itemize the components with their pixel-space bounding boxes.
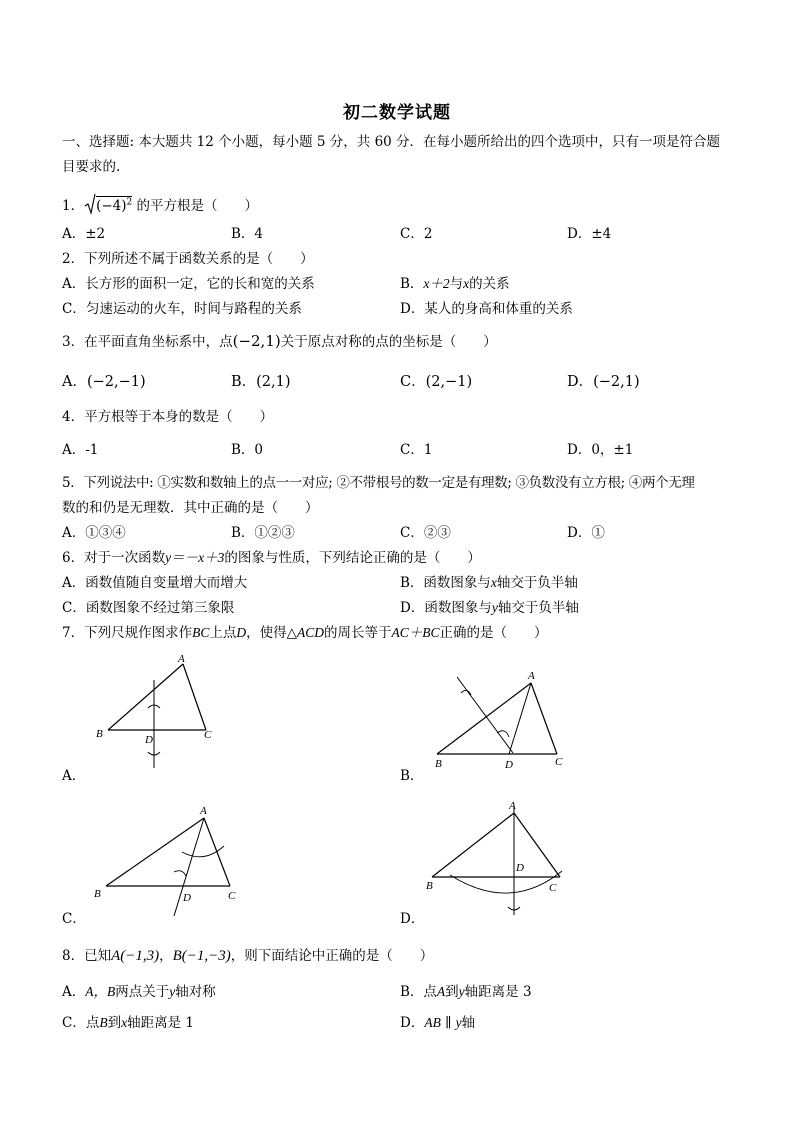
q8-point-b: B(−1,−3) bbox=[172, 948, 231, 964]
q6-b-post: 轴交于负半轴 bbox=[496, 575, 578, 591]
q3-option-b[interactable]: B．(2,1) bbox=[231, 374, 291, 390]
question-1-exponent: 2 bbox=[126, 197, 133, 208]
q8-a-mid: 两点关于 bbox=[115, 984, 170, 1000]
q8-b-var2: y bbox=[458, 984, 465, 999]
q6-d-post: 轴交于负半轴 bbox=[497, 600, 579, 616]
question-1-radicand: (−4) bbox=[96, 198, 127, 214]
question-1-text: 的平方根是（ ） bbox=[132, 198, 259, 214]
q3-post: 关于原点对称的点的坐标是（ ） bbox=[280, 334, 497, 350]
q6-option-c[interactable]: C．函数图象不经过第三象限 bbox=[62, 600, 235, 616]
q7-mid2: ，使得△ bbox=[246, 625, 297, 641]
q4-option-b[interactable]: B．0 bbox=[231, 442, 264, 458]
q2-option-b-mid: 与 bbox=[449, 276, 464, 292]
q6-option-d[interactable] bbox=[400, 599, 579, 617]
q7-option-a-label[interactable]: A． bbox=[62, 768, 86, 784]
q2-option-b-prefix: B． bbox=[400, 276, 424, 292]
q8-option-a[interactable] bbox=[62, 983, 216, 1001]
q7-option-b-label[interactable]: B． bbox=[400, 768, 424, 784]
fig-a-label-d: D bbox=[145, 734, 153, 746]
question-3-stem bbox=[62, 332, 497, 351]
q7-option-c-label[interactable]: C． bbox=[62, 911, 86, 927]
q6-d-var: y bbox=[491, 600, 498, 615]
q6-pre: 6．对于一次函数 bbox=[62, 550, 166, 566]
q7-figure-b[interactable] bbox=[425, 665, 585, 775]
fig-b-label-d: D bbox=[505, 759, 513, 771]
q4-option-c[interactable]: C．1 bbox=[400, 442, 433, 458]
question-5-line2: 数的和仍是无理数．其中正确的是（ ） bbox=[62, 500, 319, 516]
q7-figure-a[interactable] bbox=[90, 650, 230, 770]
fig-b-label-c: C bbox=[555, 756, 563, 768]
q2-option-b-post: 的关系 bbox=[469, 276, 510, 292]
q4-option-a[interactable]: A．-1 bbox=[62, 442, 99, 458]
q8-c-pre: C．点 bbox=[62, 1015, 100, 1031]
q8-pre: 8．已知 bbox=[62, 948, 112, 964]
fig-c-label-a: A bbox=[200, 805, 207, 817]
q5-option-a[interactable]: A．①③④ bbox=[62, 525, 126, 541]
q3-pre: 3．在平面直角坐标系中，点 bbox=[62, 334, 233, 350]
q1-option-b[interactable]: B．4 bbox=[231, 226, 264, 242]
fig-c-label-d: D bbox=[183, 892, 191, 904]
q6-b-var: x bbox=[490, 575, 497, 590]
q2-option-d[interactable]: D．某人的身高和体重的关系 bbox=[400, 301, 573, 317]
fig-c-label-c: C bbox=[228, 890, 236, 902]
page-title: 初二数学试题 bbox=[343, 103, 451, 123]
q6-function: y＝－x＋3 bbox=[165, 550, 225, 565]
q8-post: ，则下面结论中正确的是（ ） bbox=[230, 948, 434, 964]
q8-c-post: 轴距离是 1 bbox=[127, 1015, 194, 1031]
q8-d-post: 轴 bbox=[461, 1015, 476, 1031]
q8-b-pre: B．点 bbox=[400, 984, 437, 1000]
q7-d: D bbox=[236, 625, 247, 640]
q8-b-mid: 到 bbox=[445, 984, 459, 1000]
q7-pre: 7．下列尺规作图求作 bbox=[62, 625, 193, 641]
fig-d-label-c: C bbox=[549, 882, 557, 894]
q3-option-a[interactable]: A．(−2,−1) bbox=[62, 374, 146, 390]
q3-option-c[interactable]: C．(2,−1) bbox=[400, 374, 473, 390]
fig-d-label-a: A bbox=[509, 800, 516, 812]
q8-b-post: 轴距离是 3 bbox=[464, 984, 532, 1000]
q2-option-b[interactable] bbox=[400, 275, 510, 293]
q6-option-b[interactable] bbox=[400, 574, 578, 592]
q2-option-a[interactable]: A．长方形的面积一定，它的长和宽的关系 bbox=[62, 276, 315, 292]
section-intro-line2: 目要求的. bbox=[62, 159, 121, 175]
q7-sum: AC＋BC bbox=[391, 625, 440, 640]
q8-option-c[interactable] bbox=[62, 1014, 194, 1032]
q8-b-var1: A bbox=[436, 984, 446, 999]
q7-figure-d[interactable] bbox=[420, 795, 580, 920]
q5-option-c[interactable]: C．②③ bbox=[400, 525, 451, 541]
q8-d-var: y bbox=[455, 1015, 462, 1030]
q3-point: (−2,1) bbox=[232, 332, 281, 350]
fig-b-label-a: A bbox=[528, 670, 535, 682]
q8-a-post: 轴对称 bbox=[175, 984, 216, 1000]
q8-d-math: AB bbox=[424, 1015, 441, 1030]
question-2-stem: 2．下列所述不属于函数关系的是（ ） bbox=[62, 251, 314, 267]
fig-a-label-a: A bbox=[178, 653, 185, 665]
q6-post: 的图象与性质，下列结论正确的是（ ） bbox=[224, 550, 481, 566]
q6-option-a[interactable]: A．函数值随自变量增大而增大 bbox=[62, 575, 248, 591]
q8-sep: ， bbox=[159, 948, 173, 964]
q5-option-b[interactable]: B．①②③ bbox=[231, 525, 295, 541]
fig-d-label-b: B bbox=[426, 880, 433, 892]
q4-option-d[interactable]: D．0，±1 bbox=[567, 442, 634, 458]
question-6-stem bbox=[62, 549, 481, 567]
q2-option-b-expr: x＋2 bbox=[423, 276, 450, 291]
q7-figure-c[interactable] bbox=[90, 800, 250, 920]
q8-c-var1: B bbox=[99, 1015, 108, 1030]
q8-a-math: A，B bbox=[85, 984, 116, 999]
q1-option-a[interactable]: A．±2 bbox=[62, 226, 106, 242]
q7-mid3: 的周长等于 bbox=[324, 625, 392, 641]
question-4-stem: 4．平方根等于本身的数是（ ） bbox=[62, 409, 274, 425]
q8-d-mid: ∥ bbox=[440, 1015, 456, 1031]
section-intro-line1: 一、选择题: 本大题共 12 个小题，每小题 5 分，共 60 分．在每小题所给出的四个选项中，只有一项是符合题 bbox=[62, 134, 721, 150]
fig-c-label-b: B bbox=[94, 888, 101, 900]
question-5-line1: 5．下列说法中: ①实数和数轴上的点一一对应; ②不带根号的数一定是有理数; ③负数没有立方根; ④两个无理 bbox=[62, 475, 695, 491]
q1-option-c[interactable]: C．2 bbox=[400, 226, 433, 242]
q8-c-mid: 到 bbox=[107, 1015, 122, 1031]
q8-option-b[interactable] bbox=[400, 983, 532, 1001]
q7-bc: BC bbox=[192, 625, 210, 640]
question-1-stem bbox=[62, 193, 258, 220]
question-7-stem bbox=[62, 624, 548, 642]
q7-mid1: 上点 bbox=[209, 625, 237, 641]
q2-option-b-var: x bbox=[463, 276, 470, 291]
q1-option-d[interactable]: D．±4 bbox=[567, 226, 612, 242]
q6-d-pre: D．函数图象与 bbox=[400, 600, 492, 616]
fig-a-label-c: C bbox=[204, 729, 212, 741]
q8-point-a: A(−1,3) bbox=[111, 948, 160, 964]
question-1-number: 1． bbox=[62, 198, 85, 214]
fig-d-label-d: D bbox=[516, 862, 524, 874]
q7-option-d-label[interactable]: D． bbox=[400, 911, 425, 927]
q8-a-var: y bbox=[169, 984, 176, 999]
q8-option-d[interactable] bbox=[400, 1014, 475, 1032]
fig-b-label-b: B bbox=[435, 758, 442, 770]
q2-option-c[interactable]: C．匀速运动的火车，时间与路程的关系 bbox=[62, 301, 302, 317]
fig-a-label-b: B bbox=[96, 728, 103, 740]
q8-c-var2: x bbox=[121, 1015, 128, 1030]
q7-post: 正确的是（ ） bbox=[439, 625, 548, 641]
q8-d-pre: D． bbox=[400, 1015, 425, 1031]
sqrt-sign-icon bbox=[84, 193, 96, 220]
q7-acd: ACD bbox=[297, 625, 324, 640]
q8-a-pre: A． bbox=[62, 984, 86, 1000]
q6-b-pre: B．函数图象与 bbox=[400, 575, 491, 591]
q5-option-d[interactable]: D．① bbox=[567, 525, 605, 541]
question-8-stem bbox=[62, 947, 433, 965]
q3-option-d[interactable]: D．(−2,1) bbox=[567, 374, 640, 390]
